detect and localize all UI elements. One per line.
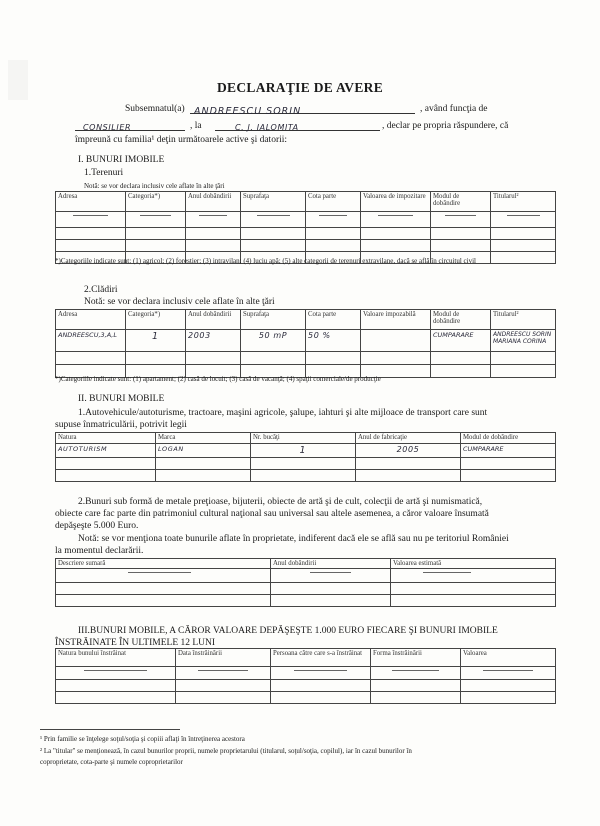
col-header: Suprafaţa	[241, 310, 306, 330]
metale-line1: 2.Bunuri sub formă de metale preţioase, bijuterii, obiecte de artă şi de cult, colecţii de artă şi numismatică,	[78, 497, 483, 507]
col-header: Cota parte	[306, 310, 361, 330]
footnote-2a: ² La "titular" se menţionează, în cazul bunurilor proprii, numele proprietarului (titularul, soţul/soţia, copilul), iar în cazul bunurilor în	[40, 747, 412, 755]
col-header: Categoria*)	[126, 192, 186, 212]
cladiri-footnote: *)Categoriile indicate sunt: (1) apartament; (2) casă de locuit; (3) casă de vacanţă; (4) spaţii comerciale/de producţie	[55, 375, 381, 383]
table-row	[56, 330, 556, 352]
col-header: Forma înstrăinării	[371, 649, 461, 667]
col-header: Anul dobândirii	[271, 559, 391, 569]
intro-line2: împreună cu familia¹ deţin următoarele active şi datorii:	[75, 135, 288, 145]
col-header: Anul dobândirii	[186, 192, 241, 212]
table-row	[56, 595, 556, 607]
col-header: Suprafaţa	[241, 192, 306, 212]
section2-title: II. BUNURI MOBILE	[78, 394, 165, 404]
empty-dash	[392, 670, 439, 671]
col-header: Valoare impozabilă	[361, 310, 431, 330]
function-handwritten: CONSILIER	[83, 123, 132, 132]
empty-dash	[73, 215, 109, 216]
section3-title2: ÎNSTRĂINATE ÎN ULTIMELE 12 LUNI	[55, 638, 216, 648]
col-header: Descriere sumară	[56, 559, 271, 569]
section3-title1: III.BUNURI MOBILE, A CĂROR VALOARE DEPĂŞEŞTE 1.000 EURO FIECARE ŞI BUNURI IMOBILE	[78, 626, 498, 636]
col-header: Valoarea de impozitare	[361, 192, 431, 212]
metale-line3: depăşeşte 5.000 Euro.	[55, 521, 139, 531]
cell-adresa: ANDREESCU,3,A,L	[58, 331, 117, 339]
table-row	[56, 569, 556, 583]
cladiri-title: 2.Clădiri	[84, 285, 118, 295]
intro-avand-functia: , având funcţia de	[420, 104, 488, 114]
terenuri-note: Notă: se vor declara inclusiv cele aflate în alte ţări	[84, 182, 225, 190]
cladiri-table	[55, 309, 556, 378]
metale-note1: Notă: se vor menţiona toate bunurile aflate în proprietate, indiferent dacă ele se află sau nu pe teritoriul României	[78, 534, 509, 544]
cell-modul-auto: CUMPARARE	[463, 445, 504, 453]
empty-dash	[294, 670, 346, 671]
empty-dash	[84, 670, 147, 671]
auto-table	[55, 432, 556, 482]
metale-table	[55, 558, 556, 607]
function-field	[75, 117, 185, 131]
auto-title-line1: 1.Autovehicule/autoturisme, tractoare, maşini agricole, şalupe, iahturi şi alte mijloace de transport care sunt	[78, 408, 488, 418]
col-header: Valoarea estimată	[391, 559, 556, 569]
terenuri-footnote: *)Categoriile indicate sunt: (1) agricol; (2) forestier; (3) intravilan; (4) luciu apă; (5) alte categorii de terenuri extravilane, dacă se află în circuitul civil	[55, 257, 476, 265]
cell-modul: CUMPARARE	[433, 331, 474, 339]
col-header: Nr. bucăţi	[251, 433, 356, 444]
col-header: Valoarea	[461, 649, 556, 667]
terenuri-table	[55, 191, 556, 264]
empty-dash	[445, 215, 475, 216]
col-header: Titularul²	[491, 192, 556, 212]
table-row	[56, 444, 556, 458]
table-row	[56, 212, 556, 228]
empty-dash	[198, 670, 248, 671]
table-header-row	[56, 192, 556, 212]
col-header: Adresa	[56, 310, 126, 330]
metale-line2: obiecte care fac parte din patrimoniul cultural naţional sau universal sau altele asemenea, a căror valoare însumată	[55, 509, 489, 519]
name-field	[190, 101, 415, 117]
section1-title: I. BUNURI IMOBILE	[78, 155, 165, 165]
table-row	[56, 470, 556, 482]
instrainate-table	[55, 648, 556, 704]
metale-note2: la momentul declarării.	[55, 546, 144, 556]
table-header-row	[56, 433, 556, 444]
col-header: Natura	[56, 433, 156, 444]
cladiri-note: Notă: se vor declara inclusiv cele aflate în alte ţări	[84, 297, 275, 307]
intro-subsemnatul: Subsemnatul(a)	[125, 104, 185, 114]
cell-natura: AUTOTURISM	[58, 445, 108, 453]
name-handwritten: ANDREESCU SORIN	[194, 106, 302, 117]
cell-an: 2005	[396, 445, 420, 454]
col-header: Titularul²	[491, 310, 556, 330]
cell-marca: LOGAN	[158, 445, 184, 453]
institution-field	[215, 117, 380, 131]
table-row	[56, 458, 556, 470]
col-header: Natura bunului înstrăinat	[56, 649, 176, 667]
table-row	[56, 240, 556, 252]
col-header: Categoria*)	[126, 310, 186, 330]
intro-la: , la	[190, 121, 202, 131]
empty-dash	[310, 572, 350, 573]
empty-dash	[423, 572, 471, 573]
table-header-row	[56, 559, 556, 569]
table-row	[56, 680, 556, 692]
table-row	[56, 583, 556, 595]
terenuri-title: 1.Terenuri	[84, 168, 124, 178]
table-row	[56, 352, 556, 365]
table-row	[56, 667, 556, 680]
col-header: Modul de dobândire	[461, 433, 556, 444]
cell-titular-1: ANDREESCU SORIN	[493, 331, 552, 338]
table-header-row	[56, 649, 556, 667]
empty-dash	[507, 215, 540, 216]
col-header: Cota parte	[306, 192, 361, 212]
empty-dash	[257, 215, 290, 216]
table-header-row	[56, 310, 556, 330]
auto-title-line2: supuse înmatriculării, potrivit legii	[55, 420, 187, 430]
col-header: Data înstrăinării	[176, 649, 271, 667]
cell-nr: 1	[299, 445, 307, 456]
footnote-2b: coproprietate, cota-parte şi numele coproprietarilor	[40, 758, 183, 766]
col-header: Adresa	[56, 192, 126, 212]
cell-titular-2: MARIANA CORINA	[493, 338, 547, 346]
col-header: Persoana către care s-a înstrăinat	[271, 649, 371, 667]
footnote-separator	[40, 729, 180, 730]
page-title: DECLARAŢIE DE AVERE	[217, 80, 383, 95]
col-header: Anul de fabricaţie	[356, 433, 461, 444]
intro-declar: , declar pe propria răspundere, că	[382, 121, 509, 131]
institution-handwritten: C. J. IALOMITA	[235, 123, 299, 132]
col-header: Marca	[156, 433, 251, 444]
empty-dash	[199, 215, 227, 216]
table-row	[56, 228, 556, 240]
col-header: Modul de dobândire	[431, 310, 491, 330]
empty-dash	[140, 215, 170, 216]
col-header: Anul dobândirii	[186, 310, 241, 330]
empty-dash	[319, 215, 347, 216]
cell-suprafata: 50 mP	[258, 331, 288, 340]
empty-dash	[378, 215, 414, 216]
col-header: Modul de dobândire	[431, 192, 491, 212]
cell-categoria: 1	[151, 331, 160, 342]
cell-cota: 50 %	[308, 331, 331, 340]
empty-dash	[483, 670, 533, 671]
footnote-1: ¹ Prin familie se înţelege soţul/soţia şi copiii aflaţi în întreţinerea acestora	[40, 735, 245, 743]
empty-dash	[128, 572, 191, 573]
table-row	[56, 692, 556, 704]
cell-anul: 2003	[188, 331, 211, 340]
